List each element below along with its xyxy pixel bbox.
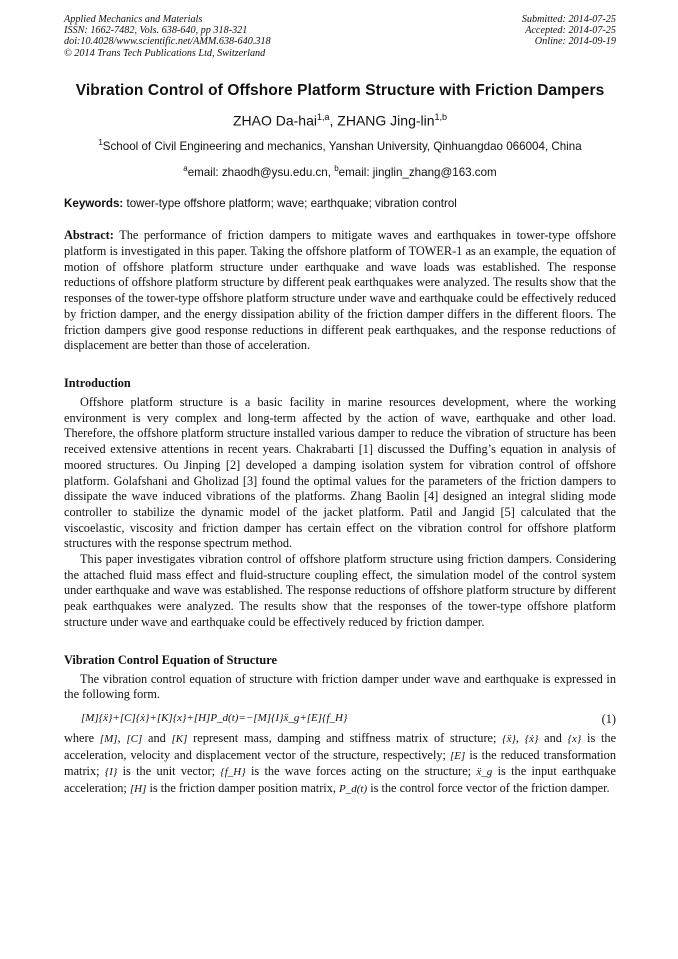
where-text-2: and (142, 730, 172, 745)
unit-vector-symbol: {I} (104, 766, 118, 779)
affiliation-superscript: 1 (98, 137, 103, 147)
where-text-8: is the wave forces acting on the structure; (245, 764, 477, 779)
wave-force-symbol: {f_H} (220, 766, 246, 779)
email-b-superscript: b (334, 163, 339, 173)
online-date: Online: 2014-09-19 (534, 36, 616, 48)
where-text-4: and (538, 730, 568, 745)
keywords (64, 197, 616, 210)
keywords-text: tower-type offshore platform; wave; earthquake; vibration control (123, 197, 457, 211)
copyright-line: © 2014 Trans Tech Publications Ltd, Switzerland (64, 47, 266, 59)
submitted-date: Submitted: 2014-07-25 (521, 14, 616, 25)
email-a: email: zhaodh@ysu.edu.cn, (187, 165, 335, 179)
journal-name: Applied Mechanics and Materials (64, 14, 203, 25)
transformation-matrix-symbol: [E] (450, 749, 466, 762)
equation-1-row (64, 709, 616, 731)
mass-matrix-symbol: [M] (99, 732, 118, 745)
abstract-label: Abstract: (64, 228, 114, 243)
where-text-5: is the acceleration, velocity and displacement vector of the structure, respectively; (64, 730, 617, 762)
author-1: ZHAO Da-hai (232, 112, 317, 129)
damping-matrix-symbol: [C] (126, 732, 143, 745)
equation-explanation (64, 731, 616, 798)
where-text-11: is the control force vector of the friction damper. (367, 781, 610, 796)
email-line (64, 162, 616, 180)
doi-line: doi:10.4028/www.scientific.net/AMM.638-640.318 (64, 36, 271, 48)
affiliation-text: School of Civil Engineering and mechanics, Yanshan University, Qinhuangdao 066004, China (102, 139, 582, 153)
displacement-vector-symbol: {x} (567, 732, 582, 745)
journal-header (64, 14, 616, 62)
where-text-c1: , (117, 730, 127, 745)
abstract (64, 228, 616, 354)
email-a-superscript: a (183, 163, 188, 173)
paper-title: Vibration Control of Offshore Platform Structure with Friction Dampers (75, 82, 605, 99)
intro-paragraph-2: This paper investigates vibration control of offshore platform structure using friction dampers. Considering the attached fluid mass effect and fluid-structure coupling effect, the simulation model of the control system under earthquake and wave was established. The response reductions of offshore platform structure by different peak earthquakes were analyzed. The results show that the responses of the tower-type offshore platform structure under wave and earthquake could be effectively reduced by friction damper. (64, 552, 616, 629)
author-2-superscript: 1,b (434, 112, 448, 122)
equation-1-number: (1) (601, 711, 616, 726)
where-text-c2: , (515, 730, 525, 745)
control-force-symbol: P_d(t) (339, 783, 368, 796)
stiffness-matrix-symbol: [K] (171, 732, 188, 745)
where-text-9: is the input earthquake acceleration; (64, 764, 616, 796)
where-text-6: is the reduced transformation matrix; (64, 747, 616, 779)
where-text-10: is the friction damper position matrix, (146, 781, 340, 796)
acceleration-vector-symbol: {ẍ} (502, 732, 516, 745)
keywords-label: Keywords: (64, 197, 124, 211)
velocity-vector-symbol: {ẋ} (524, 732, 539, 745)
equation-1: [M]{ẍ}+[C]{ẋ}+[K]{x}+[H]P_d(t)=−[M]{I}ẍ_g+[E]{f_H} (81, 711, 348, 724)
accepted-date: Accepted: 2014-07-25 (525, 25, 616, 37)
header-right (522, 14, 616, 48)
section-heading-introduction: Introduction (64, 376, 131, 390)
header-left (64, 14, 271, 59)
issn-line: ISSN: 1662-7482, Vols. 638-640, pp 318-321 (64, 25, 248, 37)
author-2: ZHANG Jing-lin (337, 112, 435, 129)
author-separator: , (329, 112, 338, 129)
ground-acceleration-symbol: ẍ_g (476, 766, 493, 779)
email-b: email: jinglin_zhang@163.com (338, 165, 497, 179)
where-text-3: represent mass, damping and stiffness matrix of structure; (187, 730, 503, 745)
section2-paragraph-1: The vibration control equation of structure with friction damper under wave and earthquake is expressed in the following form. (64, 671, 616, 702)
author-list (64, 112, 616, 129)
abstract-text: The performance of friction dampers to mitigate waves and earthquakes in tower-type offshore platform is investigated in this paper. Taking the offshore platform of TOWER-1 as an example, the equation of motion of offshore platform structure under earthquake and wave loads was established. The response reductions of offshore platform structure by different peak earthquakes were analyzed. The results show that the responses of the tower-type offshore platform structure under wave and earthquake could be effectively reduced by friction damper, and the energy dissipation ability of the friction damper differs in the different floors. The friction dampers give good response reductions in different peak earthquakes, and the response reductions of displacement are better than those of acceleration. (64, 228, 616, 353)
section-heading-vibration-control: Vibration Control Equation of Structure (64, 652, 277, 667)
affiliation (64, 136, 616, 154)
where-text-7: is the unit vector; (117, 764, 221, 779)
paper-page (64, 14, 616, 798)
position-matrix-symbol: [H] (129, 783, 147, 796)
where-text-1: where (64, 730, 100, 745)
author-1-superscript: 1,a (316, 112, 330, 122)
intro-paragraph-1: Offshore platform structure is a basic facility in marine resources development, where the working environment is very complex and long-term affected by the action of wave, earthquake and other load. Therefore, the offshore platform structure installed various damper to reduce the vibration of structure has been received extensive attentions in recent years. Chakrabarti [1] discussed the Duffing’s equation in analysis of moored structures. Ou Jinping [2] developed a damping isolation system for vibration control of offshore platform. Golafshani and Gholizad [3] found the optimal values for the parameters of the friction dampers to dissipate the wave induced vibrations of the platforms. Zhang Baolin [4] designed an integral sliding mode controller to stabilize the dynamic model of the jacket platform. Patil and Jangid [5] calculated that the viscoelastic, viscosity and friction damper has certain effect on the vibration control for offshore platform structures with the response spectrum method. (64, 395, 616, 551)
